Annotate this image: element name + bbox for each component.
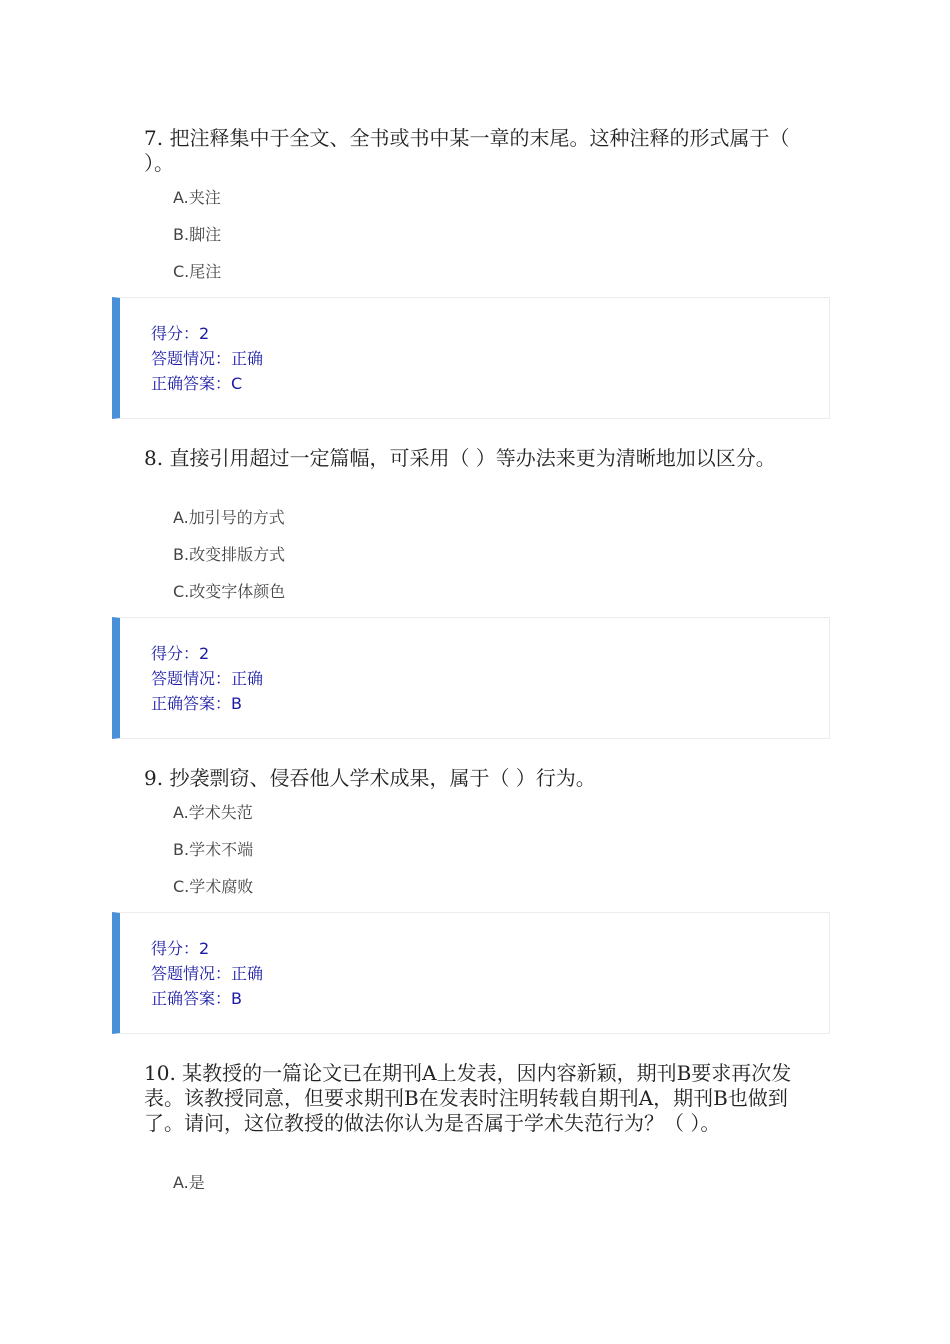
question-9-correct-answer: 正确答案：B bbox=[151, 989, 242, 1008]
question-8-text: 8. 直接引用超过一定篇幅，可采用（ ）等办法来更为清晰地加以区分。 bbox=[144, 446, 776, 470]
question-8-option-b[interactable]: B.改变排版方式 bbox=[173, 545, 286, 564]
question-7-correct-answer: 正确答案：C bbox=[151, 374, 243, 393]
question-9-option-a[interactable]: A.学术失范 bbox=[173, 803, 253, 822]
question-7-option-c[interactable]: C.尾注 bbox=[173, 262, 222, 281]
question-8-result-panel bbox=[112, 617, 830, 739]
question-7-option-a[interactable]: A.夹注 bbox=[173, 188, 221, 207]
question-7-result-panel bbox=[112, 297, 830, 419]
question-9-status: 答题情况：正确 bbox=[151, 964, 264, 983]
question-9-option-b[interactable]: B.学术不端 bbox=[173, 840, 254, 859]
question-7-score: 得分：2 bbox=[151, 324, 210, 343]
question-8-option-a[interactable]: A.加引号的方式 bbox=[173, 508, 285, 527]
question-8-score: 得分：2 bbox=[151, 644, 210, 663]
question-7-status: 答题情况：正确 bbox=[151, 349, 264, 368]
question-8-status: 答题情况：正确 bbox=[151, 669, 264, 688]
question-8-correct-answer: 正确答案：B bbox=[151, 694, 242, 713]
question-9-option-c[interactable]: C.学术腐败 bbox=[173, 877, 254, 896]
question-9-text: 9. 抄袭剽窃、侵吞他人学术成果，属于（ ）行为。 bbox=[144, 766, 596, 790]
question-9-result-panel bbox=[112, 912, 830, 1034]
question-9-score: 得分：2 bbox=[151, 939, 210, 958]
question-8-option-c[interactable]: C.改变字体颜色 bbox=[173, 582, 286, 601]
question-10-option-a[interactable]: A.是 bbox=[173, 1173, 205, 1192]
question-7-option-b[interactable]: B.脚注 bbox=[173, 225, 222, 244]
question-7-text: 7. 把注释集中于全文、全书或书中某一章的末尾。这种注释的形式属于（ ）。 bbox=[144, 126, 790, 175]
question-10-text: 10. 某教授的一篇论文已在期刊A上发表，因内容新颖，期刊B要求再次发表。该教授同意，但要求期刊B在发表时注明转载自期刊A，期刊B也做到了。请问，这位教授的做法你认为是否属于学术失范行为？（ ）。 bbox=[144, 1061, 792, 1135]
